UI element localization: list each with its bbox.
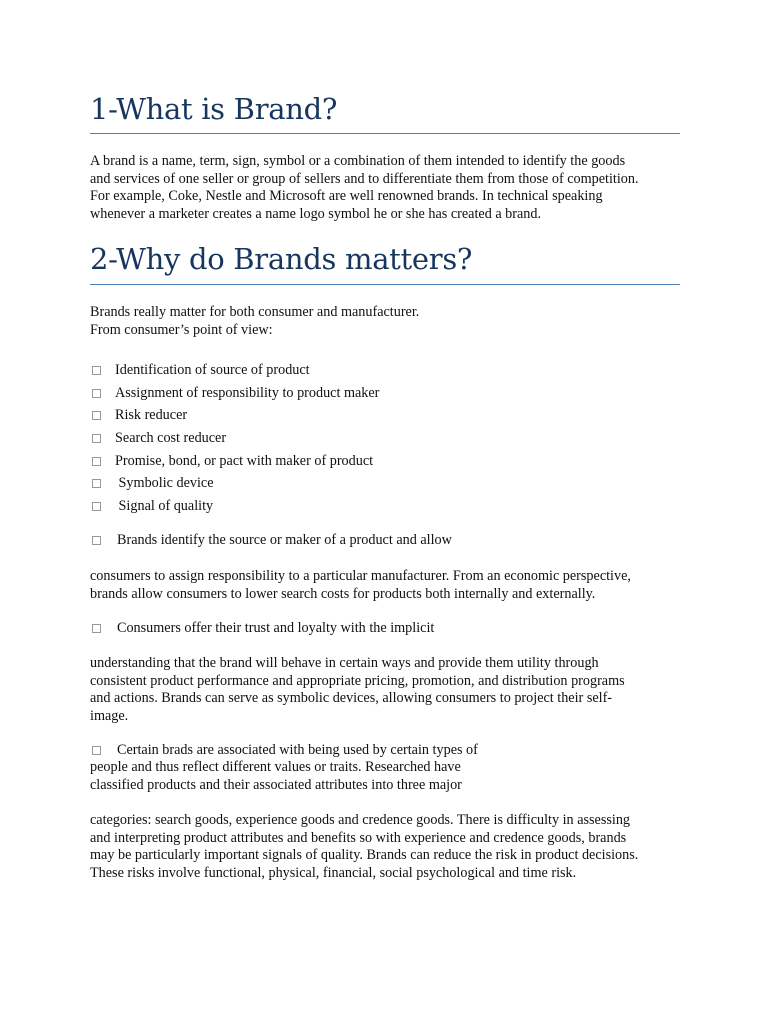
text-line: From consumer’s point of view: (90, 321, 273, 338)
text-line: consumers to assign responsibility to a particular manufacturer. From an economic perspective, (90, 568, 631, 584)
text-line: brands allow consumers to lower search costs for products both internally and externally. (90, 585, 596, 602)
point-item (92, 620, 434, 637)
checkbox-icon (92, 389, 101, 398)
list-item (92, 407, 187, 424)
list-item-label: Search cost reducer (115, 430, 227, 446)
point-label: Certain brads are associated with being used by certain types of (117, 742, 478, 758)
checkbox-icon (92, 434, 101, 443)
checkbox-icon (92, 457, 101, 466)
point-label: Consumers offer their trust and loyalty with the implicit (117, 620, 435, 636)
list-item (92, 430, 226, 447)
text-line: and actions. Brands can serve as symbolic devices, allowing consumers to project their self- (90, 690, 613, 706)
point-item (92, 742, 478, 759)
intro-paragraph (90, 304, 690, 339)
checkbox-icon (92, 536, 101, 545)
text-line: classified products and their associated attributes into three major (90, 776, 462, 793)
text-line: and interpreting product attributes and benefits so with experience and credence goods, brands (90, 829, 627, 846)
text-line: understanding that the brand will behave in certain ways and provide them utility through (90, 655, 599, 671)
point3-paragraph (90, 759, 690, 794)
list-item (92, 385, 379, 402)
text-line: image. (90, 707, 129, 724)
list-item (92, 498, 213, 515)
text-line: and services of one seller or group of sellers and to differentiate them from those of competition. (90, 170, 639, 187)
list-item (92, 453, 373, 470)
text-line: may be particularly important signals of quality. Brands can reduce the risk in product decisions. (90, 847, 639, 863)
checkbox-icon (92, 502, 101, 511)
list-item-label: Identification of source of product (115, 362, 310, 378)
heading-underline (90, 284, 680, 285)
heading-underline (90, 133, 680, 134)
list-item (92, 362, 310, 379)
point1-paragraph (90, 568, 690, 603)
checkbox-icon (92, 411, 101, 420)
list-item-label: Promise, bond, or pact with maker of product (115, 453, 374, 469)
brand-definition-paragraph (90, 153, 690, 223)
text-line: people and thus reflect different values or traits. Researched have (90, 759, 461, 775)
text-line: These risks involve functional, physical, financial, social psychological and time risk. (90, 864, 577, 881)
point-item (92, 532, 452, 549)
text-line: A brand is a name, term, sign, symbol or a combination of them intended to identify the goods (90, 153, 626, 169)
heading-what-is-brand: 1-What is Brand? (90, 92, 338, 126)
point-label: Brands identify the source or maker of a product and allow (117, 532, 452, 548)
text-line: whenever a marketer creates a name logo symbol he or she has created a brand. (90, 205, 542, 222)
checkbox-icon (92, 624, 101, 633)
point2-paragraph (90, 655, 690, 725)
checkbox-icon (92, 366, 101, 375)
text-line: For example, Coke, Nestle and Microsoft are well renowned brands. In technical speaking (90, 188, 603, 204)
text-line: consistent product performance and appropriate pricing, promotion, and distribution programs (90, 672, 625, 689)
checkbox-icon (92, 479, 101, 488)
list-item-label: Risk reducer (115, 407, 188, 423)
list-item-label: Symbolic device (115, 475, 214, 491)
checkbox-icon (92, 746, 101, 755)
heading-why-brands-matter: 2-Why do Brands matters? (90, 242, 473, 276)
list-item-label: Assignment of responsibility to product maker (115, 385, 380, 401)
list-item (92, 475, 214, 492)
text-line: Brands really matter for both consumer and manufacturer. (90, 304, 420, 320)
text-line: categories: search goods, experience goods and credence goods. There is difficulty in assessing (90, 812, 631, 828)
final-paragraph (90, 812, 690, 882)
list-item-label: Signal of quality (115, 498, 214, 514)
